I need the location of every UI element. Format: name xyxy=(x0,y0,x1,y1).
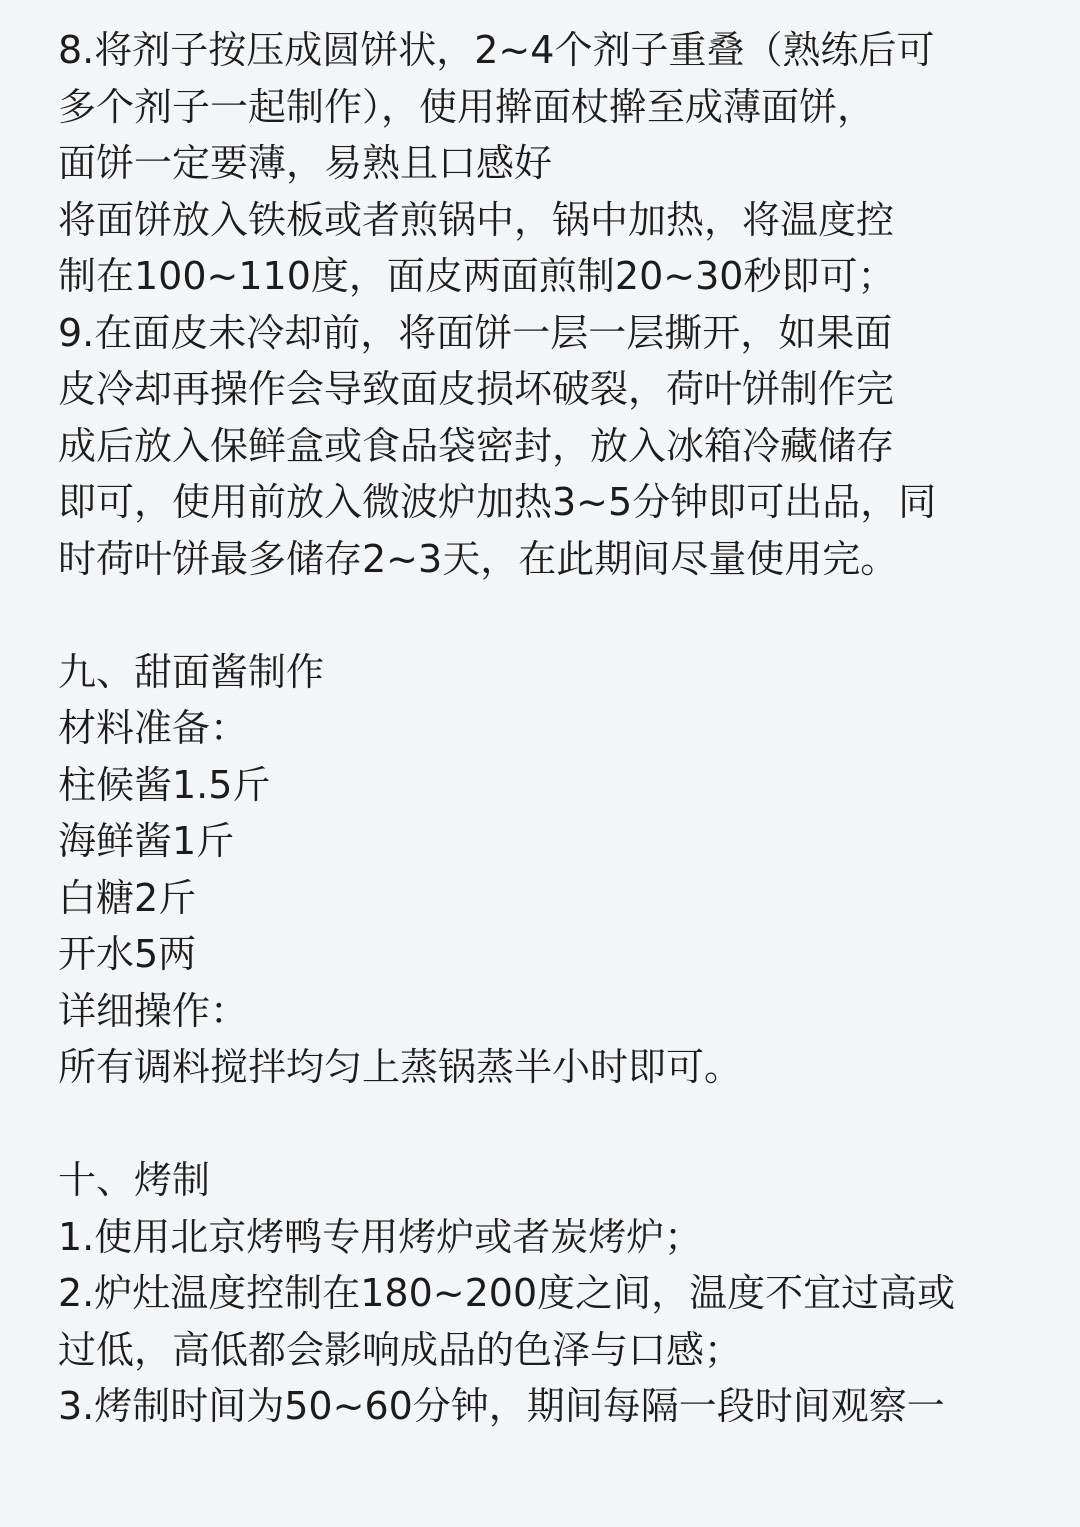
paragraph-line: 皮冷却再操作会导致面皮损坏破裂，荷叶饼制作完 xyxy=(58,367,895,411)
section-heading: 十、烤制 xyxy=(58,1158,211,1202)
spacer xyxy=(58,587,1050,644)
paragraph-line: 时荷叶饼最多储存2~3天，在此期间尽量使用完。 xyxy=(58,536,899,581)
paragraph-line: 9.在面皮未冷却前，将面饼一层一层撕开，如果面 xyxy=(58,310,893,355)
paragraph-line: 即可，使用前放入微波炉加热3~5分钟即可出品，同 xyxy=(58,480,937,524)
paragraph-line: 将面饼放入铁板或者煎锅中，锅中加热，将温度控 xyxy=(58,197,895,242)
section-8-steps xyxy=(58,22,1050,587)
material-item: 海鲜酱1斤 xyxy=(58,819,235,863)
paragraph-line: 2.炉灶温度控制在180~200度之间，温度不宜过高或 xyxy=(58,1271,956,1315)
paragraph-line: 多个剂子一起制作），使用擀面杖擀至成薄面饼， xyxy=(58,84,876,129)
paragraph-line: 3.烤制时间为50~60分钟，期间每隔一段时间观察一 xyxy=(58,1384,945,1428)
material-item: 开水5两 xyxy=(58,932,197,976)
paragraph-line: 制在100~110度，面皮两面煎制20~30秒即可； xyxy=(58,254,896,298)
steps-label: 详细操作： xyxy=(58,988,249,1033)
materials-label: 材料准备： xyxy=(58,706,249,750)
paragraph-line: 过低，高低都会影响成品的色泽与口感； xyxy=(58,1327,743,1372)
steps-text: 所有调料搅拌均匀上蒸锅蒸半小时即可。 xyxy=(58,1045,743,1089)
paragraph-line: 成后放入保鲜盒或食品袋密封，放入冰箱冷藏储存 xyxy=(58,423,895,468)
material-item: 柱候酱1.5斤 xyxy=(58,762,271,807)
paragraph-line: 面饼一定要薄，易熟且口感好 xyxy=(58,141,553,185)
section-10-roasting xyxy=(58,1152,1050,1435)
paragraph-line: 8.将剂子按压成圆饼状，2~4个剂子重叠（熟练后可 xyxy=(58,28,935,72)
material-item: 白糖2斤 xyxy=(58,875,197,920)
section-heading: 九、甜面酱制作 xyxy=(58,649,325,694)
section-9-sweet-bean-sauce xyxy=(58,644,1050,1096)
paragraph-line: 1.使用北京烤鸭专用烤炉或者炭烤炉； xyxy=(58,1214,703,1259)
spacer xyxy=(58,1096,1050,1153)
